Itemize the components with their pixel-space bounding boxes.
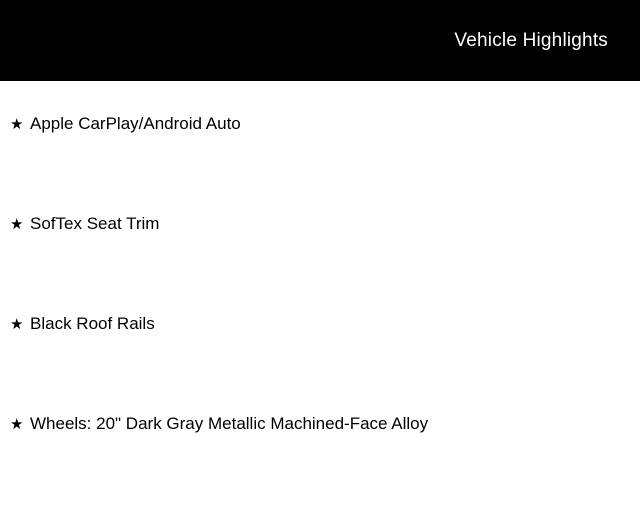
highlight-label: SofTex Seat Trim [30, 214, 160, 233]
list-item [0, 115, 640, 215]
highlights-list [0, 81, 640, 480]
star-icon: ★ [10, 116, 24, 133]
highlight-label: Wheels: 20" Dark Gray Metallic Machined-Face Alloy [30, 414, 429, 433]
star-icon: ★ [10, 416, 24, 433]
header-bar [0, 0, 640, 81]
star-icon: ★ [10, 316, 24, 333]
highlight-label: Apple CarPlay/Android Auto [30, 114, 241, 133]
star-icon: ★ [10, 216, 24, 233]
list-item [0, 415, 640, 515]
list-item [0, 315, 640, 415]
list-item [0, 215, 640, 315]
highlight-label: Black Roof Rails [30, 314, 155, 333]
page-title: Vehicle Highlights [454, 30, 608, 51]
